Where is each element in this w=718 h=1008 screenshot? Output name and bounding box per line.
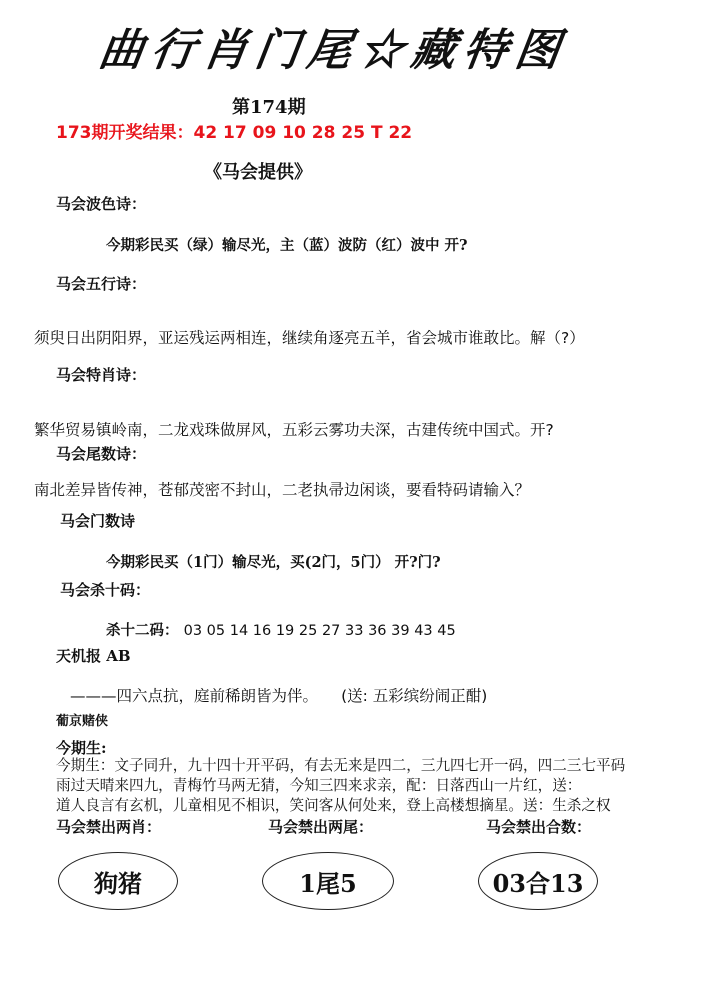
zodiac-poem-line: 繁华贸易镇岭南，二龙戏珠做屏风，五彩云雾功夫深，古建传统中国式。开? bbox=[34, 421, 554, 439]
provider-label: 《马会提供》 bbox=[204, 162, 312, 183]
ban-sum-label: 马会禁出合数： bbox=[486, 818, 592, 836]
zodiac-poem-label: 马会特肖诗： bbox=[56, 366, 147, 384]
five-elements-label: 马会五行诗： bbox=[56, 275, 147, 293]
today-line-2: 雨过天晴来四九，青梅竹马两无猜，今知三四来求亲，配：日落西山一片红，送： bbox=[56, 777, 582, 794]
wave-poem-line: 今期彩民买（绿）输尽光，主（蓝）波防（红）波中 开? bbox=[106, 237, 468, 254]
kill-ten-label: 马会杀十码： bbox=[60, 581, 151, 599]
kill-twelve-row bbox=[106, 619, 456, 640]
previous-result: 173期开奖结果：42 17 09 10 28 25 T 22 bbox=[56, 123, 413, 143]
tianji-row bbox=[70, 684, 487, 706]
tail-poem-label: 马会尾数诗： bbox=[56, 445, 147, 463]
tianji-line: ———四六点抗，庭前稀朗皆为伴。 bbox=[70, 687, 319, 705]
door-poem-line: 今期彩民买（1门）输尽光，买(2门，5门） 开?门? bbox=[106, 554, 441, 571]
kill-twelve-prefix: 杀十二码： bbox=[106, 622, 179, 639]
ban-tail-oval bbox=[262, 852, 394, 910]
door-poem-label: 马会门数诗 bbox=[60, 512, 136, 530]
today-line-3: 道人良言有玄机，儿童相见不相识，笑问客从何处来，登上高楼想摘星。送：生杀之权 bbox=[56, 797, 611, 814]
issue-number: 第174期 bbox=[232, 97, 306, 118]
ban-sum-value: 03合13 bbox=[492, 868, 584, 898]
tianji-extra: (送: 五彩缤纷闹正酣) bbox=[341, 687, 488, 705]
five-elements-line: 须臾日出阴阳界，亚运残运两相连，继续角逐亮五羊，省会城市谁敢比。解（?） bbox=[34, 329, 585, 347]
wave-poem-label: 马会波色诗： bbox=[56, 195, 147, 213]
ban-tail-value: 1尾5 bbox=[299, 868, 357, 898]
ban-zodiac-value: 狗猪 bbox=[94, 868, 142, 898]
kill-twelve-numbers: 03 05 14 16 19 25 27 33 36 39 43 45 bbox=[183, 623, 456, 639]
page-title: 曲行肖门尾☆藏特图 bbox=[95, 25, 571, 76]
tianji-label: 天机报 AB bbox=[56, 647, 131, 665]
today-line-1: 今期生：文子同升，九十四十开平码，有去无来是四二，三九四七开一码，四二三七平码 bbox=[56, 757, 626, 774]
ban-sum-oval bbox=[478, 852, 598, 910]
ban-tail-label: 马会禁出两尾： bbox=[268, 818, 374, 836]
today-label: 今期生: bbox=[56, 739, 107, 757]
tail-poem-line: 南北差异皆传神，苍郁茂密不封山，二老执帚边闲谈，要看特码请输入？ bbox=[34, 481, 531, 499]
ban-zodiac-oval bbox=[58, 852, 178, 910]
gamble-label: 葡京赌侠 bbox=[56, 714, 109, 729]
ban-zodiac-label: 马会禁出两肖： bbox=[56, 818, 162, 836]
